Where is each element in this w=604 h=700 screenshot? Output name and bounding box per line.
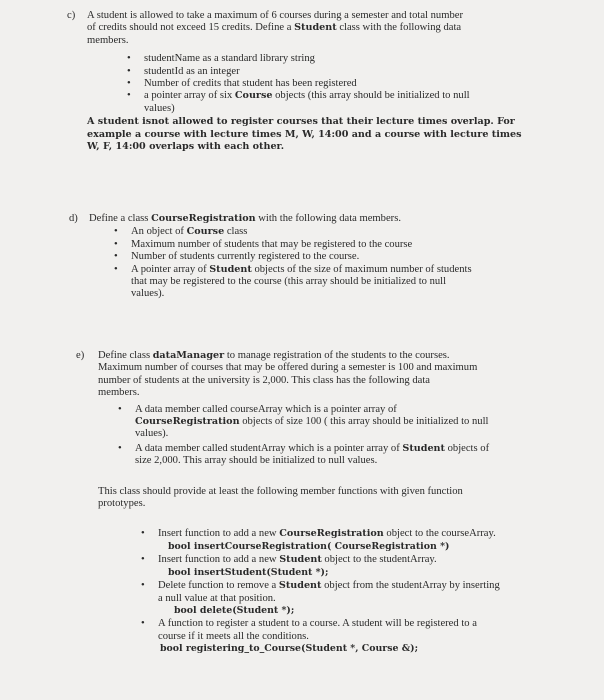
section-e-intro-line-2: Maximum number of courses that may be offered during a semester is 100 and maximum: [98, 362, 478, 374]
section-c-intro-line-1: A student is allowed to take a maximum of 6 courses during a semester and total number: [87, 10, 463, 21]
list-item: • A data member called courseArray which is a pointer array of CourseRegistration objects of size 100 ( this array should be initialized to null values).: [118, 403, 489, 440]
list-item: • studentName as a standard library string: [127, 53, 315, 65]
list-item: • A data member called studentArray which is a pointer array of Student objects of size 2,000. This array should be initialized to null values.: [118, 442, 490, 467]
list-item: • An object of Course class: [114, 226, 248, 238]
section-c-intro-line-2: of credits should not exceed 15 credits. Define a Student class with the following data: [87, 22, 462, 34]
section-e-bullet-list: [118, 403, 558, 468]
section-e-label: e): [76, 350, 85, 361]
section-e-functions-intro: This class should provide at least the following member functions with given function prototypes.: [98, 485, 463, 510]
section-e-intro: Define class dataManager to manage registration of the students to the courses.: [98, 350, 450, 361]
list-item: • Number of credits that student has been registered: [127, 78, 357, 90]
section-d-label: d): [69, 213, 78, 224]
list-item: • a pointer array of six Course objects (this array should be initialized to null values): [127, 90, 470, 114]
list-item: • A function to register a student to a course. A student will be registered to a course if it meets all the conditions. bool registering_to_Course(Student *, Course &);: [141, 618, 477, 655]
list-item: • studentId as an integer: [127, 65, 240, 77]
function-prototype: bool registering_to_Course(Student *, Course &);: [160, 643, 419, 655]
section-c-intro-line-3: members.: [87, 34, 129, 46]
function-prototype: bool insertStudent(Student *);: [168, 566, 329, 578]
list-item: • Delete function to remove a Student object from the studentArray by inserting a null value at that position. bool delete(Student *);: [141, 580, 500, 616]
list-item: • Insert function to add a new Student object to the studentArray. bool insertStudent(Student *);: [141, 554, 437, 578]
section-c-label: c): [67, 10, 76, 21]
list-item: • A pointer array of Student objects of the size of maximum number of students that may be registered to the course (this array should be initialized to null values).: [114, 263, 472, 300]
section-c-note: A student isnot allowed to register courses that their lecture times overlap. For example a course with lecture times M, W, 14:00 and a course with lecture times W, F, 14:00 overlaps with each other.: [87, 116, 522, 153]
list-item: • Insert function to add a new CourseRegistration object to the courseArray. bool insertCourseRegistration( CourseRegistration *): [141, 528, 496, 552]
function-prototype: bool delete(Student *);: [174, 604, 295, 616]
section-e-intro-line-4: members.: [98, 387, 140, 399]
function-prototype: bool insertCourseRegistration( CourseRegistration *): [168, 540, 450, 552]
section-e-intro-line-3: number of students at the university is 2,000. This class has the following data: [98, 374, 430, 386]
list-item: • Number of students currently registered to the course.: [114, 251, 360, 263]
section-d-bullet-list: [114, 226, 549, 300]
list-item: • Maximum number of students that may be registered to the course: [114, 238, 413, 250]
section-d-intro: Define a class CourseRegistration with the following data members.: [89, 213, 401, 224]
section-e-functions-list: [141, 528, 558, 655]
section-c-bullet-list: [127, 53, 547, 115]
